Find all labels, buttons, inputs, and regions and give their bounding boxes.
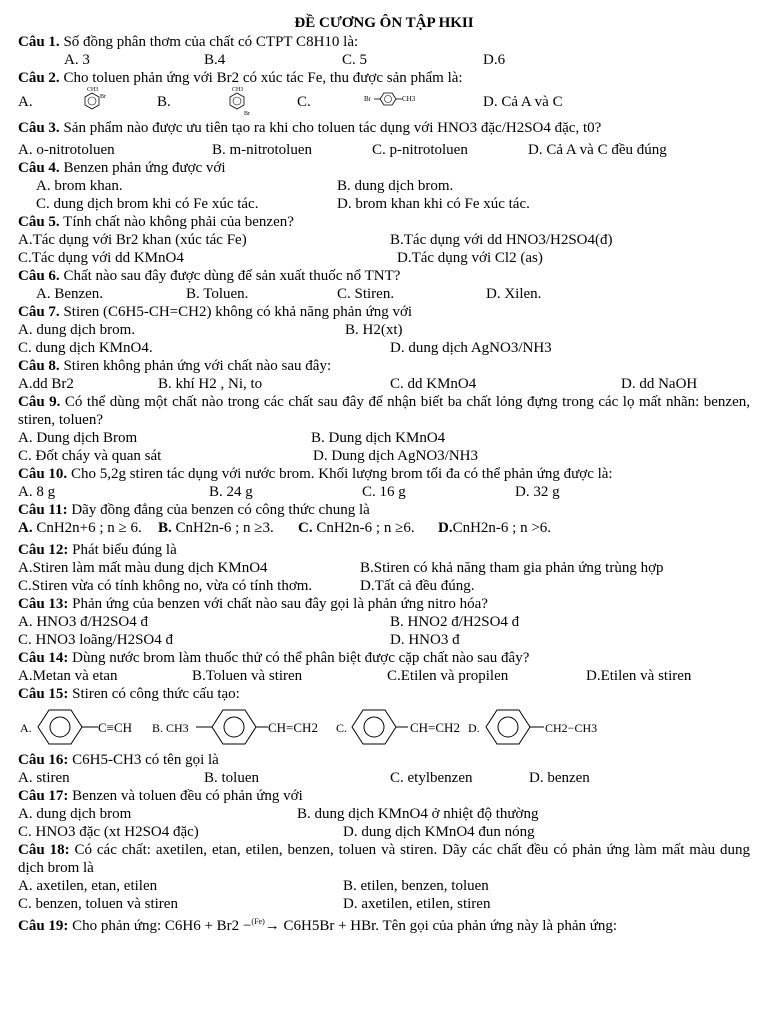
question-11 (18, 501, 750, 519)
q16-text: C6H5-CH3 có tên gọi là (68, 752, 219, 768)
q1-text: Số đồng phân thơm của chất có CTPT C8H10 là: (59, 34, 359, 50)
q17-option-c: C. HNO3 đặc (xt H2SO4 đặc) (18, 824, 199, 840)
q11-a-letter: A. (18, 520, 33, 536)
q2-structure-b (218, 85, 258, 122)
q11-b-letter: B. (158, 520, 172, 536)
q5-option-c: C.Tác dụng với dd KMnO4 (18, 250, 184, 266)
question-15 (18, 685, 750, 703)
q9-options-row2 (18, 447, 750, 465)
q15-c-letter: C. (336, 721, 348, 735)
q17-option-d: D. dung dịch KMnO4 đun nóng (343, 824, 535, 840)
q8-option-a: A.dd Br2 (18, 376, 74, 392)
question-14 (18, 649, 750, 667)
q5-option-d: D.Tác dụng với Cl2 (as) (397, 250, 543, 266)
q17-option-a: A. dung dịch brom (18, 806, 132, 822)
q9-option-a: A. Dung dịch Brom (18, 430, 138, 446)
q2c-ch3-text: CH3 (402, 95, 416, 103)
q18-option-a: A. axetilen, etan, etilen (18, 878, 158, 894)
q10-label: Câu 10. (18, 466, 68, 482)
q16-option-a: A. stiren (18, 770, 70, 786)
q16-options (18, 769, 750, 787)
q13-option-a: A. HNO3 đ/H2SO4 đ (18, 614, 149, 630)
question-7 (18, 303, 750, 321)
q15-label: Câu 15: (18, 686, 69, 702)
q1-option-a: A. 3 (64, 52, 90, 68)
q17-label: Câu 17: (18, 788, 69, 804)
q3-option-a: A. o-nitrotoluen (18, 142, 115, 158)
q2-label: Câu 2. (18, 70, 60, 86)
q18-option-c: C. benzen, toluen và stiren (18, 896, 178, 912)
q6-option-b: B. Toluen. (186, 286, 249, 302)
q15-structures-svg (18, 703, 618, 751)
q4-option-a: A. brom khan. (36, 178, 123, 194)
q6-options (18, 285, 750, 303)
q18-options-row1 (18, 877, 750, 895)
q11-option-b (158, 519, 274, 537)
q13-options-row2 (18, 631, 750, 649)
q4-option-d: D. brom khan khi có Fe xúc tác. (337, 196, 530, 212)
q17-option-b: B. dung dịch KMnO4 ở nhiệt độ thường (297, 806, 539, 822)
q2-option-a: A. (18, 94, 33, 110)
q6-text: Chất nào sau đây được dùng để sản xuất thuốc nổ TNT? (59, 268, 401, 284)
q6-option-d: D. Xilen. (486, 286, 542, 302)
q19-tail: C6H5Br + HBr. Tên gọi của phản ứng này là phản ứng: (279, 918, 618, 934)
q5-options-row2 (18, 249, 750, 267)
q3-options (18, 141, 750, 159)
q3-option-d: D. Cả A và C đều đúng (528, 142, 667, 158)
q11-label: Câu 11: (18, 502, 68, 518)
q7-text: Stiren (C6H5-CH=CH2) không có khả năng phản ứng với (59, 304, 413, 320)
q7-label: Câu 7. (18, 304, 60, 320)
para-bromotoluene-structure (364, 89, 428, 109)
question-9 (18, 393, 750, 429)
q5-options-row1 (18, 231, 750, 249)
q8-option-d: D. dd NaOH (621, 376, 698, 392)
q14-label: Câu 14: (18, 650, 69, 666)
q13-text: Phản ứng của benzen với chất nào sau đây gọi là phản ứng nitro hóa? (68, 596, 488, 612)
q8-options (18, 375, 750, 393)
q12-text: Phát biểu đúng là (68, 542, 177, 558)
q1-options (18, 51, 750, 69)
q13-options-row1 (18, 613, 750, 631)
q9-option-c: C. Đốt cháy và quan sát (18, 448, 162, 464)
q8-option-c: C. dd KMnO4 (390, 376, 477, 392)
q2-structure-a (78, 85, 118, 120)
q12-option-c: C.Stiren vừa có tính không no, vừa có tính thơm. (18, 578, 313, 594)
q3-label: Câu 3. (18, 120, 60, 136)
q13-option-b: B. HNO2 đ/H2SO4 đ (390, 614, 520, 630)
q11-a-text: CnH2n+6 ; n ≥ 6. (36, 520, 142, 536)
q2-option-d: D. Cả A và C (483, 94, 563, 110)
q15-a-letter: A. (20, 721, 32, 735)
q15-b-tail: CH=CH2 (268, 720, 318, 735)
ortho-bromotoluene-structure (78, 85, 118, 115)
q12-option-d: D.Tất cả đều đúng. (360, 578, 475, 594)
q1-option-c: C. 5 (342, 52, 368, 68)
q7-options-row2 (18, 339, 750, 357)
q11-option-c (298, 519, 415, 537)
q10-option-a: A. 8 g (18, 484, 56, 500)
q4-option-b: B. dung dịch brom. (337, 178, 454, 194)
q11-options (18, 519, 750, 537)
q17-options-row2 (18, 823, 750, 841)
q2b-br-text: Br (244, 111, 250, 117)
q7-option-b: B. H2(xt) (345, 322, 403, 338)
q10-text: Cho 5,2g stiren tác dụng với nước brom. Khối lượng brom tối đa có thể phản ứng được là: (67, 466, 613, 482)
q17-options-row1 (18, 805, 750, 823)
q18-text: Có các chất: axetilen, etan, etilen, benzen, toluen và stiren. Dãy các chất đều có phản ứng làm mất màu dung dịch brom là (18, 842, 750, 876)
q16-option-d: D. benzen (529, 770, 590, 786)
q4-option-c: C. dung dịch brom khi có Fe xúc tác. (36, 196, 259, 212)
q2-option-c: C. (297, 94, 311, 110)
q7-options-row1 (18, 321, 750, 339)
q1-option-d: D.6 (483, 52, 506, 68)
question-19 (18, 917, 750, 937)
q11-option-a (18, 519, 142, 537)
q7-option-a: A. dung dịch brom. (18, 322, 136, 338)
q19-label: Câu 19: (18, 918, 69, 934)
q2-options (18, 87, 750, 117)
q13-label: Câu 13: (18, 596, 69, 612)
q4-options-row2 (18, 195, 750, 213)
q11-d-text: CnH2n-6 ; n >6. (452, 520, 552, 536)
q2a-ch3-text: CH3 (87, 87, 99, 93)
q9-label: Câu 9. (18, 394, 61, 410)
q15-d-tail: CH2−CH3 (545, 721, 598, 735)
document-page (18, 14, 750, 937)
q17-text: Benzen và toluen đều có phản ứng với (68, 788, 303, 804)
q8-option-b: B. khí H2 , Ni, to (158, 376, 263, 392)
question-10 (18, 465, 750, 483)
q11-b-text: CnH2n-6 ; n ≥3. (175, 520, 274, 536)
q12-options-row1 (18, 559, 750, 577)
meta-bromotoluene-structure (218, 85, 258, 117)
q1-label: Câu 1. (18, 34, 60, 50)
q4-label: Câu 4. (18, 160, 60, 176)
q15-structures (18, 703, 618, 756)
q5-option-b: B.Tác dụng với dd HNO3/H2SO4(đ) (390, 232, 613, 248)
q16-label: Câu 16: (18, 752, 69, 768)
q6-option-c: C. Stiren. (337, 286, 395, 302)
question-13 (18, 595, 750, 613)
q10-options (18, 483, 750, 501)
q11-c-text: CnH2n-6 ; n ≥6. (316, 520, 415, 536)
q14-option-d: D.Etilen và stiren (586, 668, 692, 684)
q3-option-c: C. p-nitrotoluen (372, 142, 468, 158)
q2-option-b: B. (157, 94, 171, 110)
reaction-arrow: −$^{(Fe)}$→ (242, 917, 280, 934)
q15-d-letter: D. (468, 721, 480, 735)
question-5 (18, 213, 750, 231)
q15-options (18, 703, 750, 751)
q19-text: Cho phản ứng: C6H6 + Br2 (68, 918, 243, 934)
q7-option-d: D. dung dịch AgNO3/NH3 (390, 340, 552, 356)
q14-option-a: A.Metan và etan (18, 668, 118, 684)
q19-catalyst: (Fe) (251, 917, 265, 926)
question-2 (18, 69, 750, 87)
question-4 (18, 159, 750, 177)
q5-text: Tính chất nào không phải của benzen? (59, 214, 294, 230)
q8-label: Câu 8. (18, 358, 60, 374)
q5-option-a: A.Tác dụng với Br2 khan (xúc tác Fe) (18, 232, 247, 248)
q10-option-b: B. 24 g (209, 484, 253, 500)
q4-options-row1 (18, 177, 750, 195)
q10-option-c: C. 16 g (362, 484, 406, 500)
question-12 (18, 541, 750, 559)
q11-d-letter: D. (438, 520, 453, 536)
q15-a-tail: C≡CH (98, 720, 133, 735)
q6-label: Câu 6. (18, 268, 60, 284)
q2c-br-text: Br (364, 95, 371, 103)
q2b-ch3-text: CH3 (232, 87, 244, 93)
q15-c-tail: CH=CH2 (410, 720, 460, 735)
q12-option-a: A.Stiren làm mất màu dung dịch KMnO4 (18, 560, 268, 576)
q2-structure-c (364, 89, 428, 114)
question-6 (18, 267, 750, 285)
q9-options-row1 (18, 429, 750, 447)
question-17 (18, 787, 750, 805)
q14-option-c: C.Etilen và propilen (387, 668, 509, 684)
q7-option-c: C. dung dịch KMnO4. (18, 340, 153, 356)
question-1 (18, 33, 750, 51)
q11-c-letter: C. (298, 520, 313, 536)
q14-options (18, 667, 750, 685)
q11-option-d (438, 519, 551, 537)
q2a-br-text: Br (100, 94, 106, 100)
q18-option-d: D. axetilen, etilen, stiren (343, 896, 491, 912)
question-18 (18, 841, 750, 877)
question-3 (18, 119, 750, 137)
q16-option-c: C. etylbenzen (390, 770, 473, 786)
q9-option-d: D. Dung dịch AgNO3/NH3 (313, 448, 478, 464)
q13-option-c: C. HNO3 loãng/H2SO4 đ (18, 632, 174, 648)
q2-text: Cho toluen phản ứng với Br2 có xúc tác Fe, thu được sản phẩm là: (59, 70, 463, 86)
q6-option-a: A. Benzen. (36, 286, 104, 302)
q11-text: Dãy đồng đẳng của benzen có công thức chung là (67, 502, 370, 518)
q12-option-b: B.Stiren có khả năng tham gia phản ứng trùng hợp (360, 560, 664, 576)
q4-text: Benzen phản ứng được với (59, 160, 226, 176)
q14-option-b: B.Toluen và stiren (192, 668, 303, 684)
q13-option-d: D. HNO3 đ (390, 632, 460, 648)
q5-label: Câu 5. (18, 214, 60, 230)
q3-text: Sản phẩm nào được ưu tiên tạo ra khi cho toluen tác dụng với HNO3 đặc/H2SO4 đặc, t0? (59, 120, 602, 136)
q10-option-d: D. 32 g (515, 484, 560, 500)
q3-option-b: B. m-nitrotoluen (212, 142, 312, 158)
q18-label: Câu 18: (18, 842, 70, 858)
question-8 (18, 357, 750, 375)
q1-option-b: B.4 (204, 52, 226, 68)
q9-option-b: B. Dung dịch KMnO4 (311, 430, 446, 446)
q9-text: Có thể dùng một chất nào trong các chất sau đây để nhận biết ba chất lỏng đựng trong các lọ mất nhãn: benzen, stiren, toluen? (18, 394, 750, 428)
q8-text: Stiren không phản ứng với chất nào sau đây: (59, 358, 332, 374)
q16-option-b: B. toluen (204, 770, 259, 786)
q18-option-b: B. etilen, benzen, toluen (343, 878, 489, 894)
q18-options-row2 (18, 895, 750, 913)
q12-options-row2 (18, 577, 750, 595)
page-title: ĐỀ CƯƠNG ÔN TẬP HKII (294, 15, 474, 31)
q15-text: Stiren có công thức cấu tạo: (68, 686, 240, 702)
q12-label: Câu 12: (18, 542, 69, 558)
q15-b-prefix: B. CH3 (152, 721, 189, 735)
q14-text: Dùng nước brom làm thuốc thử có thể phân biệt được cặp chất nào sau đây? (68, 650, 530, 666)
